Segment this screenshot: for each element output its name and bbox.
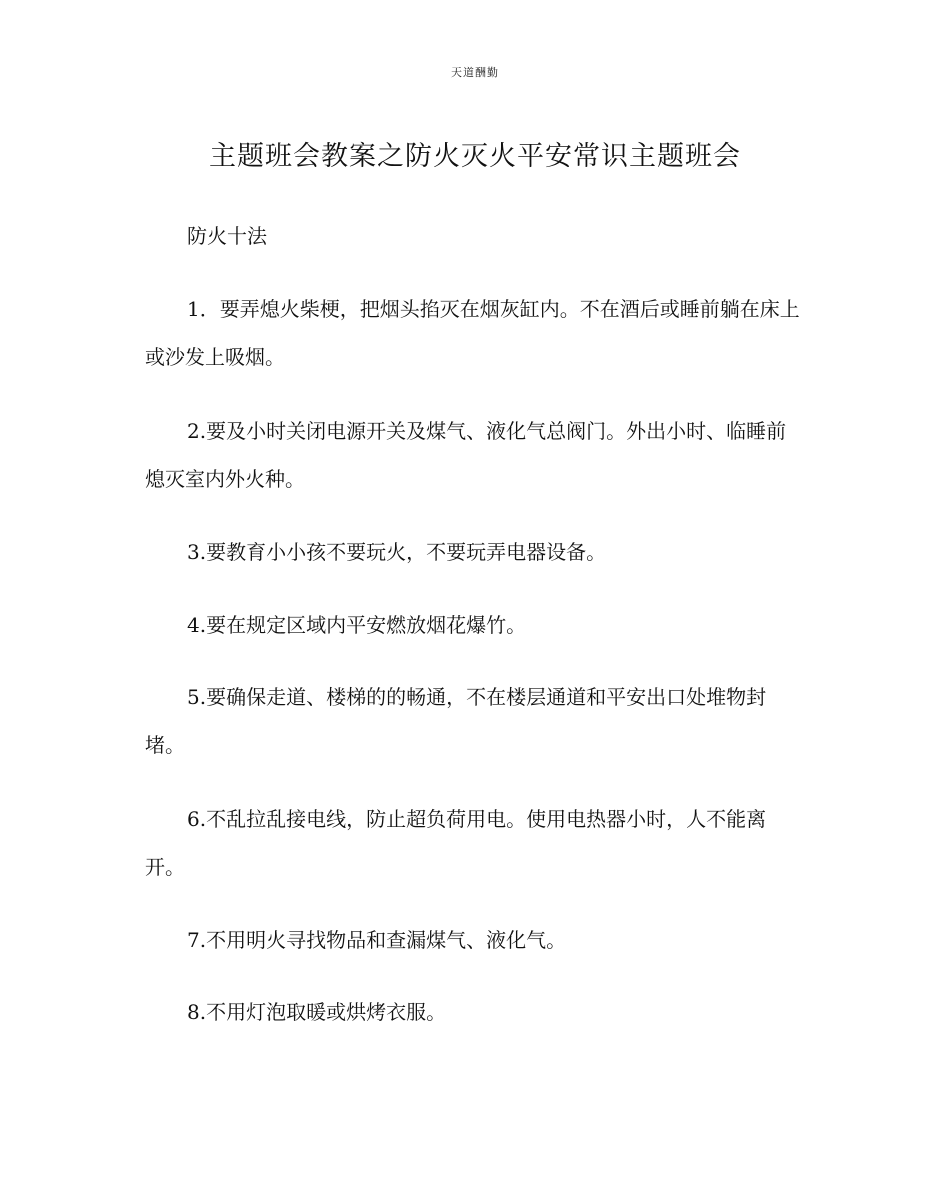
paragraph-item-5: 5.要确保走道、楼梯的的畅通，不在楼层通道和平安出口处堆物封堵。 [145, 685, 767, 757]
paragraph-item-8: 8.不用灯泡取暖或烘烤衣服。 [187, 1000, 447, 1024]
section-heading: 防火十法 [187, 224, 267, 248]
paragraph-item-7: 7.不用明火寻找物品和查漏煤气、液化气。 [187, 928, 567, 952]
paragraph-item-3: 3.要教育小小孩不要玩火，不要玩弄电器设备。 [187, 540, 607, 564]
page-header: 天道酬勤 [451, 66, 499, 79]
document-title: 主题班会教案之防火灭火平安常识主题班会 [209, 141, 741, 172]
paragraph-item-4: 4.要在规定区域内平安燃放烟花爆竹。 [187, 613, 527, 637]
paragraph-item-6: 6.不乱拉乱接电线，防止超负荷用电。使用电热器小时，人不能离开。 [145, 807, 767, 879]
paragraph-item-2: 2.要及小时关闭电源开关及煤气、液化气总阀门。外出小时、临睡前熄灭室内外火种。 [145, 419, 787, 491]
paragraph-item-1: 1．要弄熄火柴梗，把烟头掐灭在烟灰缸内。不在酒后或睡前躺在床上或沙发上吸烟。 [145, 297, 800, 369]
